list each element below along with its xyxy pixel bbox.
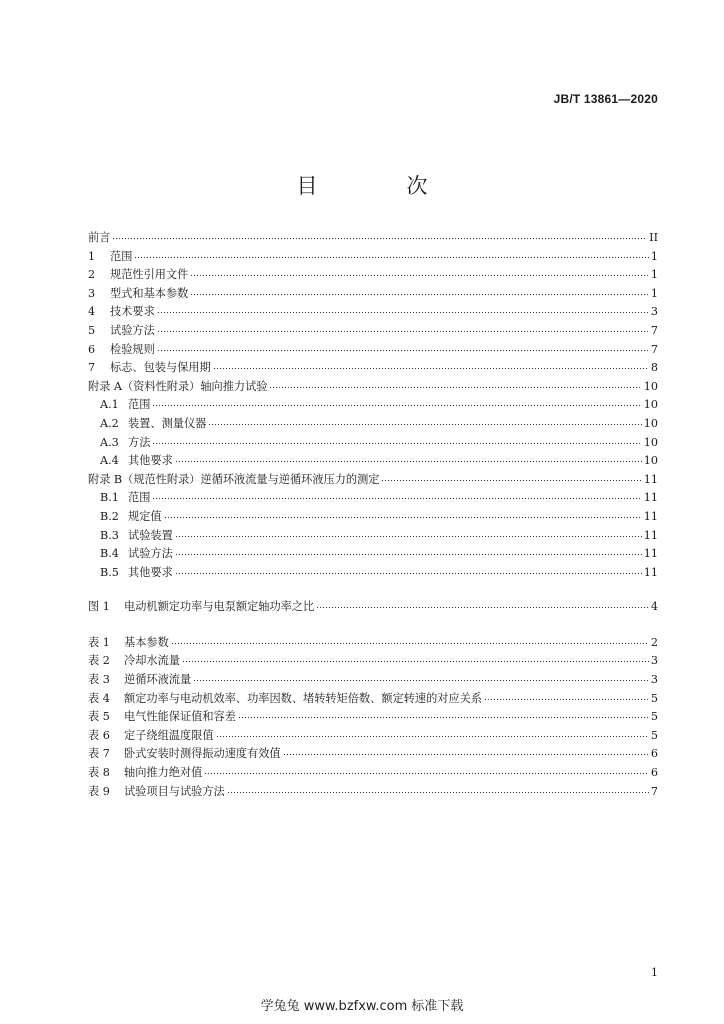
toc-entry-number: 表 2 (88, 654, 110, 668)
toc-entry-page: 7 (650, 342, 658, 356)
toc-entry-title (88, 652, 180, 671)
toc-entry-number: B.2 (100, 509, 119, 523)
toc-entry-label: 规定值 (128, 509, 162, 523)
toc-entry-page: 3 (650, 654, 658, 668)
toc-entry-label: 范围 (128, 491, 151, 505)
dot-leader (316, 597, 649, 609)
toc-figures-section (88, 598, 658, 617)
toc-entry-title (88, 322, 155, 341)
toc-entry-page: 10 (643, 416, 658, 430)
toc-entry-label: 前言 (88, 231, 111, 244)
toc-entry[interactable] (88, 303, 658, 322)
dot-leader (152, 433, 641, 445)
toc-entry-number: A.4 (100, 454, 119, 468)
toc-entry[interactable] (88, 229, 658, 248)
dot-leader (484, 689, 649, 701)
toc-entry-title (88, 359, 211, 378)
toc-entry-label: 轴向推力绝对值 (124, 766, 203, 780)
toc-entry[interactable] (88, 671, 658, 690)
toc-entry[interactable] (88, 564, 658, 583)
toc-entry-number: 表 8 (88, 766, 110, 780)
toc-entry-page: 11 (643, 472, 658, 486)
toc-entry-label: 冷却水流量 (124, 654, 180, 668)
dot-leader (157, 340, 649, 352)
toc-main-section (88, 229, 658, 582)
toc-entry-title (100, 527, 173, 546)
toc-entry-number: 5 (88, 323, 96, 337)
toc-entry-label: （资料性附录）轴向推力试验 (122, 379, 268, 393)
toc-entry-page: 7 (650, 784, 658, 798)
toc-entry[interactable] (88, 527, 658, 546)
toc-entry-page: 11 (643, 547, 658, 561)
dot-leader (171, 633, 649, 645)
toc-entry-number: B.5 (100, 565, 119, 579)
toc-entry-title (100, 396, 150, 415)
toc-entry-number: 表 5 (88, 710, 110, 724)
toc-entry-number: 表 4 (88, 691, 110, 705)
dot-leader (216, 726, 649, 738)
dot-leader (283, 744, 649, 756)
toc-entry-number: 6 (88, 342, 96, 356)
toc-entry-number: A.1 (100, 398, 119, 412)
toc-entry-label: 逆循环液流量 (124, 673, 192, 687)
toc-entry-title (88, 783, 225, 802)
toc-entry-label: 技术要求 (110, 305, 155, 319)
dot-leader (164, 507, 642, 519)
dot-leader (175, 563, 642, 575)
toc-entry[interactable] (88, 415, 658, 434)
toc-entry-page: 3 (650, 673, 658, 687)
toc-entry-label: 其他要求 (128, 454, 173, 468)
dot-leader (213, 358, 649, 370)
toc-entry-page: 10 (643, 379, 658, 393)
watermark: 学兔兔 www.bzfxw.com 标准下载 (260, 999, 464, 1014)
toc-entry[interactable] (88, 471, 658, 490)
toc-entry-number: 表 3 (88, 673, 110, 687)
toc-entry-title (88, 303, 155, 322)
toc-entry-page: 8 (650, 361, 658, 375)
toc-entry-label: 装置、测量仪器 (128, 416, 207, 430)
toc-entry-title (100, 489, 150, 508)
toc-entry-title (88, 671, 191, 690)
toc-entry-number: 1 (88, 249, 96, 263)
toc-entry-number: 2 (88, 268, 96, 282)
toc-entry[interactable] (88, 248, 658, 267)
toc-entry-label: 范围 (128, 398, 151, 412)
dot-leader (190, 265, 649, 277)
toc-entry[interactable] (88, 727, 658, 746)
toc-entry-number: 表 1 (88, 635, 110, 649)
toc-entry-title (88, 764, 202, 783)
dot-leader (175, 544, 642, 556)
toc-entry-page: 5 (650, 728, 658, 742)
toc-entry-page: 6 (650, 747, 658, 761)
dot-leader (193, 670, 649, 682)
toc-entry[interactable] (88, 764, 658, 783)
toc-entry-page: 5 (650, 691, 658, 705)
toc-entry-title (88, 708, 236, 727)
toc-entry[interactable] (88, 745, 658, 764)
toc-entry-page: 1 (650, 249, 658, 263)
toc-entry-title (88, 690, 482, 709)
toc-entry[interactable] (88, 322, 658, 341)
toc-entry-title (100, 564, 173, 583)
dot-leader (190, 284, 649, 296)
dot-leader (238, 707, 649, 719)
toc-entry-label: 规范性引用文件 (110, 268, 189, 282)
toc-entry-number: B.1 (100, 491, 119, 505)
toc-entry-page: 11 (643, 565, 658, 579)
toc-entry-label: 电气性能保证值和容差 (124, 710, 236, 724)
toc-entry-page: 5 (650, 710, 658, 724)
dot-leader (204, 763, 649, 775)
dot-leader (134, 247, 648, 259)
toc-entry-number: 3 (88, 286, 96, 300)
toc-entry[interactable] (88, 434, 658, 453)
toc-entry[interactable] (88, 783, 658, 802)
toc-entry-page: 2 (650, 635, 658, 649)
toc-entry[interactable] (88, 359, 658, 378)
toc-entry-label: 其他要求 (128, 565, 173, 579)
dot-leader (227, 782, 649, 794)
toc-entry[interactable] (88, 341, 658, 360)
dot-leader (208, 414, 641, 426)
toc-entry-title (88, 745, 281, 764)
toc-entry-number: 表 6 (88, 728, 110, 742)
toc-entry-number: 附录 B (88, 472, 123, 486)
dot-leader (112, 228, 647, 240)
toc-entry-label: 型式和基本参数 (110, 286, 189, 300)
toc-entry-page: 7 (650, 323, 658, 337)
toc-entry-number: A.2 (100, 416, 119, 430)
toc-entry[interactable] (88, 652, 658, 671)
toc-entry-label: 卧式安装时测得振动速度有效值 (124, 747, 281, 761)
toc-entry-number: A.3 (100, 435, 119, 449)
toc-entry-number: B.3 (100, 528, 119, 542)
toc-entry-label: 试验方法 (110, 323, 155, 337)
toc-entry-number: B.4 (100, 547, 119, 561)
dot-leader (269, 377, 641, 389)
dot-leader (152, 395, 641, 407)
toc-entry-number: 4 (88, 305, 96, 319)
toc-entry-page: 11 (643, 528, 658, 542)
toc-entry-page: 10 (643, 435, 658, 449)
toc-entry-title (88, 598, 314, 617)
toc-entry-label: （规范性附录）逆循环液流量与逆循环液压力的测定 (122, 472, 380, 486)
toc-entry-page: 3 (650, 305, 658, 319)
toc-entry-title (88, 634, 169, 653)
dot-leader (152, 488, 641, 500)
toc-entry-title (88, 266, 188, 285)
toc-entry-title (100, 508, 162, 527)
toc-entry-title (100, 415, 206, 434)
toc-entry-page: 10 (643, 454, 658, 468)
standard-number: JB/T 13861—2020 (553, 92, 658, 106)
toc-entry-title (88, 285, 188, 304)
toc-entry[interactable] (88, 266, 658, 285)
dot-leader (182, 651, 649, 663)
toc-entry[interactable] (88, 396, 658, 415)
toc-entry[interactable] (88, 708, 658, 727)
toc-entry-page: 4 (650, 600, 658, 614)
toc-entry[interactable] (88, 508, 658, 527)
toc-entry-page: 6 (650, 766, 658, 780)
toc-entry-page: 1 (650, 268, 658, 282)
toc-entry[interactable] (88, 452, 658, 471)
page-number: 1 (651, 966, 658, 979)
toc-entry-number: 表 9 (88, 784, 110, 798)
dot-leader (157, 302, 649, 314)
toc-entry-number: 附录 A (88, 379, 123, 393)
toc-entry-label: 范围 (110, 249, 133, 263)
dot-leader (175, 451, 642, 463)
toc-entry[interactable] (88, 690, 658, 709)
toc-entry-title (100, 434, 150, 453)
toc-entry-page: 11 (643, 509, 658, 523)
dot-leader (381, 470, 641, 482)
toc-entry-title (88, 341, 155, 360)
toc-entry[interactable] (88, 598, 658, 617)
toc-entry[interactable] (88, 634, 658, 653)
toc-entry-page: II (649, 231, 658, 244)
toc-entry-title (88, 727, 214, 746)
table-of-contents (88, 229, 658, 801)
toc-entry-number: 表 7 (88, 747, 110, 761)
toc-entry-title (88, 248, 132, 267)
toc-entry-page: 11 (643, 491, 658, 505)
toc-entry[interactable] (88, 378, 658, 397)
toc-entry-number: 图 1 (88, 600, 110, 614)
toc-entry-label: 试验项目与试验方法 (124, 784, 225, 798)
page-title: 目 次 (296, 174, 462, 198)
toc-entry-title (88, 378, 267, 397)
toc-entry[interactable] (88, 545, 658, 564)
toc-entry-label: 方法 (128, 435, 151, 449)
toc-tables-section (88, 634, 658, 801)
toc-entry-label: 标志、包装与保用期 (110, 361, 211, 375)
toc-entry-title (88, 229, 110, 248)
toc-entry-title (100, 452, 173, 471)
toc-entry-label: 电动机额定功率与电泵额定轴功率之比 (124, 600, 315, 614)
toc-entry-label: 基本参数 (124, 635, 169, 649)
toc-entry-title (88, 471, 379, 490)
toc-entry[interactable] (88, 489, 658, 508)
toc-entry-page: 1 (650, 286, 658, 300)
toc-entry-page: 10 (643, 398, 658, 412)
toc-entry-label: 定子绕组温度限值 (124, 728, 214, 742)
dot-leader (157, 321, 649, 333)
toc-entry[interactable] (88, 285, 658, 304)
toc-entry-label: 试验方法 (128, 547, 173, 561)
toc-entry-label: 检验规则 (110, 342, 155, 356)
dot-leader (175, 526, 642, 538)
toc-entry-title (100, 545, 173, 564)
toc-entry-label: 额定功率与电动机效率、功率因数、堵转转矩倍数、额定转速的对应关系 (124, 691, 483, 705)
toc-entry-label: 试验装置 (128, 528, 173, 542)
toc-entry-number: 7 (88, 361, 96, 375)
